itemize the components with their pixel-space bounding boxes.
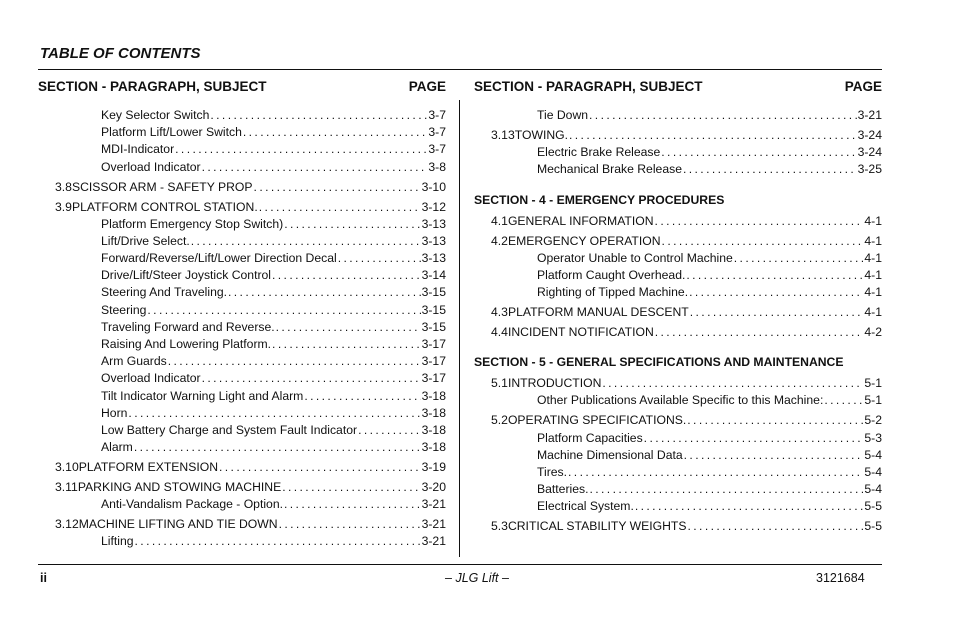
- toc-entry-number: 3.11: [55, 480, 78, 495]
- toc-entry-number: 5.1: [491, 376, 508, 391]
- toc-entry[interactable]: [38, 319, 446, 336]
- toc-entry-number: 3.12: [55, 517, 79, 532]
- toc-entry-list: [38, 107, 446, 551]
- toc-entry[interactable]: [38, 267, 446, 284]
- toc-entry[interactable]: [38, 496, 446, 513]
- toc-entry[interactable]: [474, 213, 882, 230]
- toc-entry-title: CRITICAL STABILITY WEIGHTS: [507, 519, 687, 534]
- toc-entry-title: Traveling Forward and Reverse.: [101, 319, 275, 334]
- toc-entry-page: 4-1: [864, 250, 882, 265]
- toc-entry-page: 3-18: [421, 440, 446, 455]
- column-divider: [459, 100, 460, 557]
- toc-entry-page: 5-2: [864, 413, 882, 428]
- toc-entry[interactable]: [38, 533, 446, 550]
- toc-entry[interactable]: [474, 250, 882, 267]
- dot-leader: [135, 533, 421, 550]
- toc-entry-title: EMERGENCY OPERATION: [507, 233, 661, 248]
- toc-entry-number: 4.3: [491, 305, 508, 320]
- column-header-page: PAGE: [408, 79, 446, 94]
- toc-section-groups: [474, 107, 882, 536]
- toc-entry-title: Forward/Reverse/Lift/Lower Direction Decal: [101, 251, 337, 266]
- toc-entry[interactable]: [474, 233, 882, 250]
- toc-entry[interactable]: [38, 302, 446, 319]
- toc-entry-page: 3-13: [421, 251, 446, 266]
- toc-entry-title: PLATFORM EXTENSION: [78, 460, 219, 475]
- toc-entry-page: 3-13: [421, 233, 446, 248]
- dot-leader: [272, 267, 421, 284]
- toc-entry[interactable]: [474, 464, 882, 481]
- toc-entry-page: 3-17: [421, 354, 446, 369]
- section-heading: SECTION - 4 - EMERGENCY PROCEDURES: [474, 192, 725, 207]
- toc-entry[interactable]: [38, 233, 446, 250]
- toc-entry-title: GENERAL INFORMATION: [507, 213, 654, 228]
- column-header: [474, 78, 882, 98]
- toc-entry-page: 5-4: [864, 464, 882, 479]
- toc-entry-title: MDI-Indicator: [101, 142, 175, 157]
- toc-entry-title: SCISSOR ARM - SAFETY PROP: [71, 179, 253, 194]
- top-rule: [38, 69, 882, 70]
- toc-entry-page: 3-12: [421, 199, 446, 214]
- toc-entry-page: 5-4: [864, 482, 882, 497]
- toc-entry-title: Other Publications Available Specific to this Machine:: [537, 393, 824, 408]
- toc-entry-page: 3-21: [421, 517, 446, 532]
- toc-entry-list: [474, 375, 882, 535]
- toc-entry[interactable]: [38, 250, 446, 267]
- toc-entry-page: 3-21: [857, 108, 882, 122]
- dot-leader: [228, 284, 421, 301]
- toc-entry-page: 3-18: [421, 422, 446, 437]
- bottom-rule: [38, 564, 882, 565]
- dot-leader: [683, 161, 857, 178]
- toc-entry-title: Drive/Lift/Steer Joystick Control: [101, 268, 272, 283]
- toc-entry-page: 3-24: [857, 145, 882, 160]
- toc-entry-title: Electrical System.: [537, 499, 634, 514]
- toc-entry[interactable]: [38, 284, 446, 301]
- toc-entry-title: Lifting: [101, 534, 134, 549]
- dot-leader: [191, 233, 421, 250]
- dot-leader: [687, 412, 863, 429]
- dot-leader: [128, 405, 420, 422]
- toc-entry[interactable]: [474, 392, 882, 409]
- toc-entry[interactable]: [474, 284, 882, 301]
- toc-entry[interactable]: [38, 353, 446, 370]
- toc-entry[interactable]: [38, 124, 446, 141]
- toc-entry[interactable]: [474, 412, 882, 429]
- toc-entry-title: Steering And Traveling.: [101, 285, 228, 300]
- toc-entry-number: 5.2: [491, 413, 508, 428]
- toc-entry[interactable]: [38, 107, 446, 124]
- toc-entry-page: 3-18: [421, 405, 446, 420]
- toc-entry-list: [474, 213, 882, 342]
- toc-entry-page: 3-8: [428, 159, 446, 174]
- toc-entry-page: 3-7: [428, 142, 446, 157]
- dot-leader: [175, 141, 427, 158]
- toc-entry-number: 3.10: [55, 460, 79, 475]
- toc-entry-page: 3-21: [421, 497, 446, 512]
- toc-entry[interactable]: [38, 516, 446, 533]
- toc-entry[interactable]: [474, 161, 882, 178]
- toc-entry-page: 3-17: [421, 337, 446, 352]
- dot-leader: [589, 107, 857, 124]
- toc-entry-title: TOWING.: [514, 127, 568, 142]
- dot-leader: [202, 370, 421, 387]
- toc-entry-title: Overload Indicator: [101, 159, 201, 174]
- toc-entry[interactable]: [474, 304, 882, 321]
- toc-entry-title: Overload Indicator: [101, 371, 201, 386]
- dot-leader: [655, 324, 864, 341]
- toc-entry-title: Low Battery Charge and System Fault Indicator: [101, 422, 358, 437]
- toc-entry-title: INTRODUCTION: [507, 376, 602, 391]
- column-header-label: SECTION - PARAGRAPH, SUBJECT: [38, 79, 267, 94]
- dot-leader: [168, 353, 421, 370]
- toc-entry-title: Anti-Vandalism Package - Option.: [101, 497, 283, 512]
- toc-entry-title: Alarm: [101, 440, 133, 455]
- footer-page-number: ii: [40, 571, 47, 585]
- toc-entry-title: Platform Capacities: [537, 430, 643, 445]
- toc-entry-number: 3.9: [55, 199, 72, 214]
- page-title: TABLE OF CONTENTS: [40, 45, 201, 62]
- dot-leader: [689, 284, 863, 301]
- toc-entry[interactable]: [38, 199, 446, 216]
- dot-leader: [304, 388, 420, 405]
- toc-entry-title: Batteries.: [537, 482, 589, 497]
- toc-entry-title: Platform Emergency Stop Switch): [101, 216, 284, 231]
- toc-entry[interactable]: [38, 179, 446, 196]
- toc-entry-title: PARKING AND STOWING MACHINE: [77, 480, 282, 495]
- toc-entry-title: Electric Brake Release: [537, 145, 661, 160]
- toc-entry-page: 3-15: [421, 319, 446, 334]
- toc-entry-page: 4-1: [864, 233, 882, 248]
- dot-leader: [662, 233, 864, 250]
- dot-leader: [279, 516, 421, 533]
- dot-leader: [202, 159, 428, 176]
- dot-leader: [635, 498, 864, 515]
- toc-entry-title: Tires.: [537, 464, 568, 479]
- dot-leader: [254, 179, 421, 196]
- toc-entry-page: 5-5: [864, 519, 882, 534]
- dot-leader: [259, 199, 421, 216]
- footer-brand: – JLG Lift –: [445, 571, 509, 585]
- dot-leader: [276, 319, 421, 336]
- toc-entry-page: 3-18: [421, 388, 446, 403]
- toc-entry-title: Steering: [101, 302, 147, 317]
- footer-doc-number: 3121684: [816, 571, 865, 585]
- column-header-label: SECTION - PARAGRAPH, SUBJECT: [474, 79, 703, 94]
- dot-leader: [686, 267, 863, 284]
- dot-leader: [688, 518, 864, 535]
- dot-leader: [602, 375, 863, 392]
- dot-leader: [243, 124, 427, 141]
- toc-entry-title: Machine Dimensional Data: [537, 447, 683, 462]
- dot-leader: [655, 213, 864, 230]
- dot-leader: [569, 127, 857, 144]
- toc-entry[interactable]: [38, 479, 446, 496]
- toc-entry-title: INCIDENT NOTIFICATION: [507, 325, 654, 340]
- toc-entry[interactable]: [474, 518, 882, 535]
- toc-entry[interactable]: [38, 459, 446, 476]
- dot-leader: [661, 144, 856, 161]
- toc-entry[interactable]: [474, 430, 882, 447]
- toc-entry-number: 3.8: [55, 179, 72, 194]
- toc-column-left: [38, 78, 446, 551]
- toc-entry-title: Raising And Lowering Platform.: [101, 337, 272, 352]
- toc-entry[interactable]: [38, 422, 446, 439]
- toc-entry-number: 5.3: [491, 519, 508, 534]
- toc-entry-page: 3-25: [857, 162, 882, 177]
- toc-entry-page: 5-3: [864, 430, 882, 445]
- dot-leader: [338, 250, 421, 267]
- dot-leader: [358, 422, 421, 439]
- toc-entry-list: [474, 107, 882, 179]
- toc-entry-number: 4.1: [491, 213, 508, 228]
- toc-entry[interactable]: [38, 216, 446, 233]
- toc-entry-title: PLATFORM CONTROL STATION.: [71, 199, 258, 214]
- toc-entry-page: 5-4: [864, 447, 882, 462]
- column-header: [38, 78, 446, 98]
- toc-entry-page: 3-7: [428, 125, 446, 140]
- toc-entry-page: 4-1: [864, 305, 882, 320]
- dot-leader: [824, 392, 863, 409]
- toc-entry[interactable]: [38, 159, 446, 176]
- dot-leader: [272, 336, 421, 353]
- toc-entry[interactable]: [474, 481, 882, 498]
- toc-entry-title: Horn: [101, 405, 128, 420]
- toc-entry-title: PLATFORM MANUAL DESCENT: [507, 305, 689, 320]
- dot-leader: [284, 216, 420, 233]
- dot-leader: [644, 430, 864, 447]
- toc-entry-page: 3-15: [421, 285, 446, 300]
- toc-entry-page: 3-19: [421, 460, 446, 475]
- toc-entry-title: Tie Down: [537, 108, 589, 122]
- toc-entry[interactable]: [474, 375, 882, 392]
- toc-entry-page: 3-10: [421, 179, 446, 194]
- toc-entry-page: 4-1: [864, 267, 882, 282]
- toc-entry-page: 3-13: [421, 216, 446, 231]
- toc-entry-number: 4.2: [491, 233, 508, 248]
- toc-entry[interactable]: [38, 336, 446, 353]
- toc-entry-page: 3-20: [421, 480, 446, 495]
- toc-entry[interactable]: [38, 141, 446, 158]
- toc-entry[interactable]: [474, 144, 882, 161]
- toc-entry-page: 3-24: [857, 127, 882, 142]
- toc-entry-title: Lift/Drive Select.: [101, 233, 190, 248]
- dot-leader: [210, 107, 427, 124]
- dot-leader: [589, 481, 863, 498]
- toc-entry[interactable]: [38, 370, 446, 387]
- toc-entry-page: 4-1: [864, 285, 882, 300]
- dot-leader: [690, 304, 864, 321]
- dot-leader: [734, 250, 864, 267]
- dot-leader: [284, 496, 421, 513]
- toc-column-right: [474, 78, 882, 536]
- toc-entry-title: Platform Caught Overhead.: [537, 267, 686, 282]
- section-heading: SECTION - 5 - GENERAL SPECIFICATIONS AND MAINTENANCE: [474, 355, 844, 370]
- toc-entry-page: 3-15: [421, 302, 446, 317]
- toc-entry[interactable]: [38, 439, 446, 456]
- toc-entry-title: Platform Lift/Lower Switch: [101, 125, 242, 140]
- toc-entry-page: 3-17: [421, 371, 446, 386]
- toc-entry-title: Mechanical Brake Release: [537, 162, 682, 177]
- toc-entry-title: Righting of Tipped Machine.: [537, 285, 689, 300]
- toc-entry[interactable]: [38, 405, 446, 422]
- toc-entry-title: Operator Unable to Control Machine: [537, 250, 733, 265]
- toc-entry-page: 3-7: [428, 108, 446, 122]
- dot-leader: [134, 439, 421, 456]
- toc-entry-number: 4.4: [491, 325, 508, 340]
- toc-entry-title: OPERATING SPECIFICATIONS.: [507, 413, 687, 428]
- toc-entry-page: 5-1: [864, 393, 882, 408]
- dot-leader: [219, 459, 421, 476]
- toc-entry-title: Key Selector Switch: [101, 108, 210, 122]
- dot-leader: [568, 464, 863, 481]
- toc-entry[interactable]: [474, 324, 882, 341]
- column-header-page: PAGE: [844, 79, 882, 94]
- toc-entry[interactable]: [474, 127, 882, 144]
- toc-entry-title: MACHINE LIFTING AND TIE DOWN: [78, 517, 278, 532]
- toc-entry-title: Arm Guards: [101, 354, 167, 369]
- dot-leader: [684, 447, 864, 464]
- toc-entry-number: 3.13: [491, 127, 515, 142]
- toc-entry-page: 3-21: [421, 534, 446, 549]
- toc-entry[interactable]: [38, 388, 446, 405]
- toc-entry[interactable]: [474, 107, 882, 124]
- toc-entry[interactable]: [474, 447, 882, 464]
- dot-leader: [147, 302, 420, 319]
- toc-entry[interactable]: [474, 498, 882, 515]
- toc-entry-page: 3-14: [421, 268, 446, 283]
- toc-entry-page: 4-1: [864, 213, 882, 228]
- toc-entry-title: Tilt Indicator Warning Light and Alarm: [101, 388, 304, 403]
- toc-entry[interactable]: [474, 267, 882, 284]
- toc-entry-page: 4-2: [864, 325, 882, 340]
- toc-entry-page: 5-5: [864, 499, 882, 514]
- dot-leader: [282, 479, 420, 496]
- toc-entry-page: 5-1: [864, 376, 882, 391]
